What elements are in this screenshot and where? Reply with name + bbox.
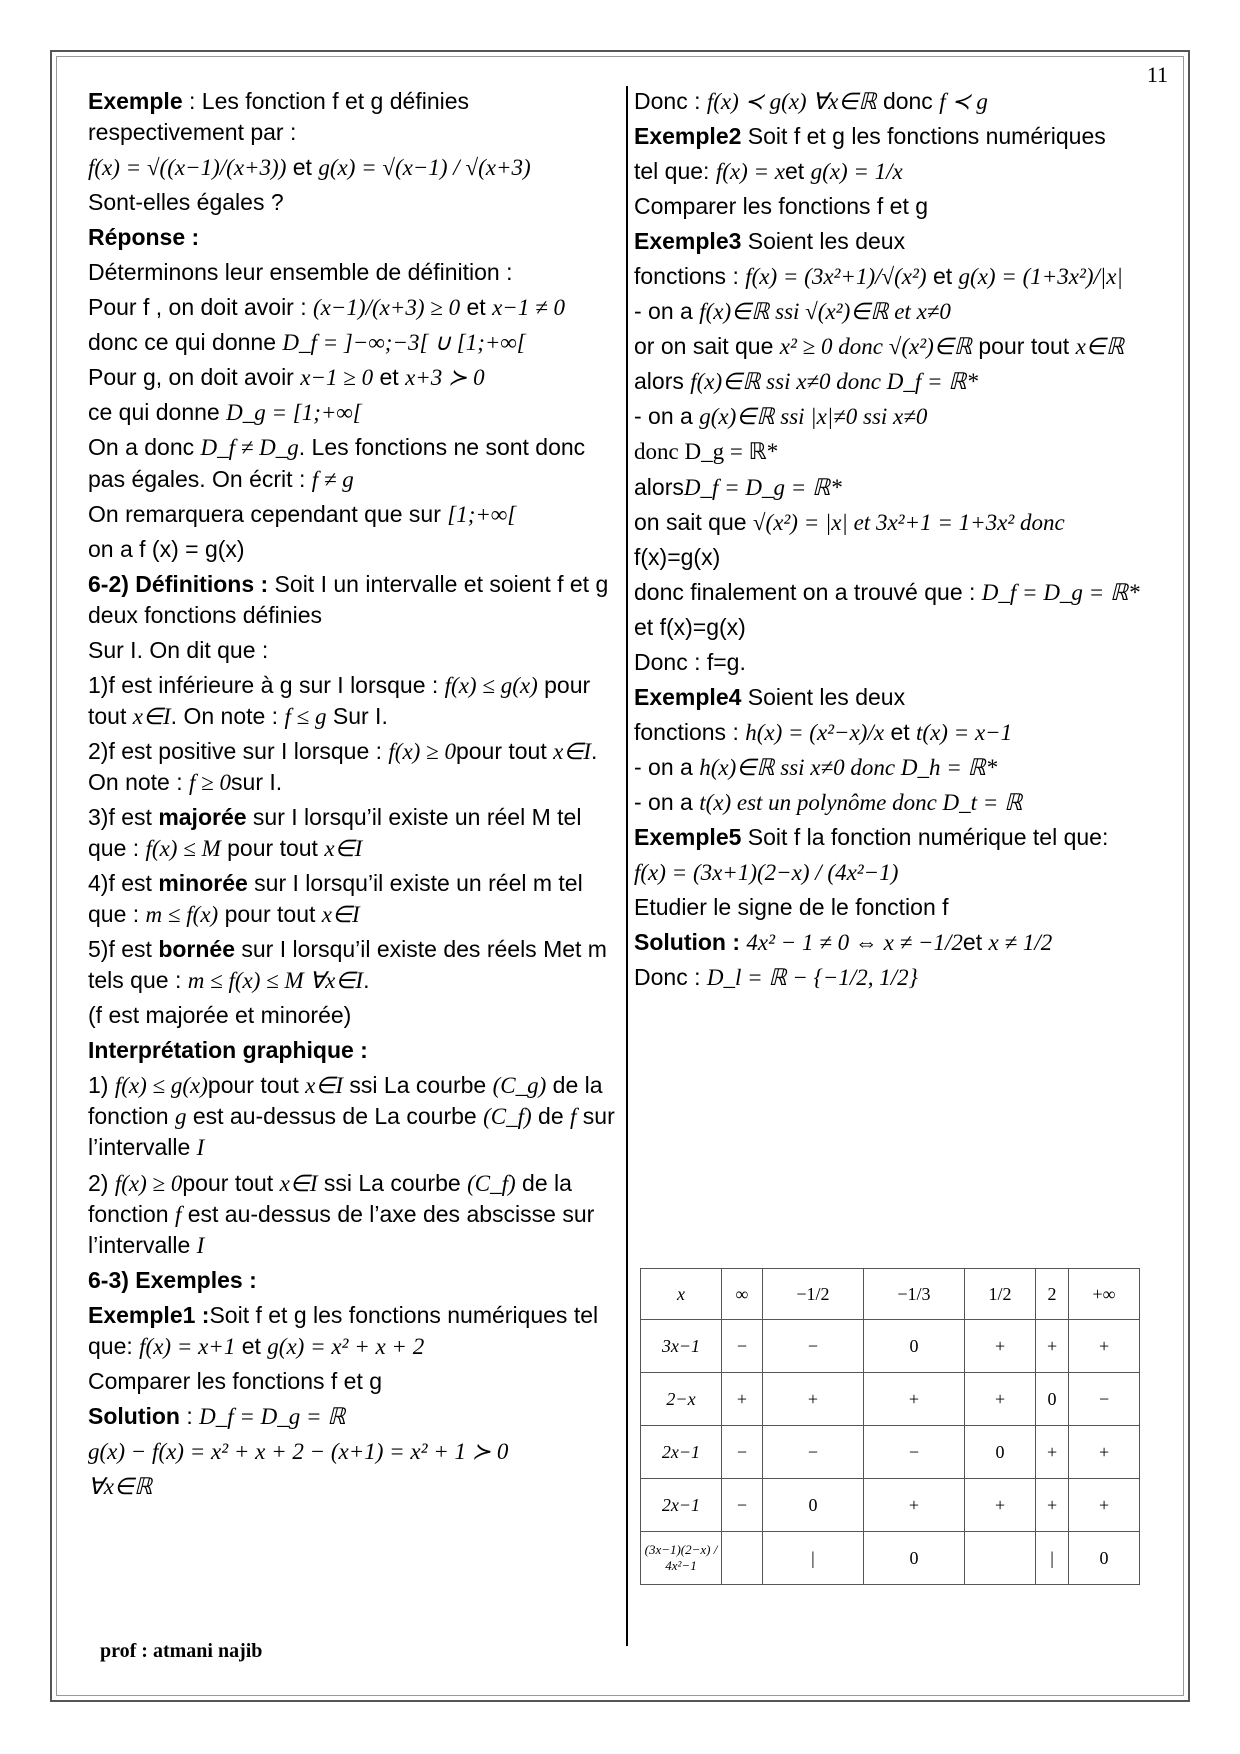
ex3-line-6: alorsD_f = D_g = ℝ* bbox=[634, 473, 842, 500]
etudier: Etudier le signe de le fonction f bbox=[634, 894, 949, 921]
example-4-def: fonctions : h(x) = (x²−x)/x et t(x) = x−1 bbox=[634, 718, 1013, 745]
definition-3: 3)f est majorée sur I lorsqu’il existe un réel M tel que : f(x) ≤ M pour tout x∈I bbox=[88, 803, 582, 862]
solution-5-domain: Donc : D_l = ℝ − {−1/2, 1/2} bbox=[634, 964, 918, 991]
ex3-line-8: f(x)=g(x) bbox=[634, 543, 721, 570]
definition-1: 1)f est inférieure à g sur I lorsque : f(x) ≤ g(x) pour tout x∈I. On note : f ≤ g Sur I. bbox=[88, 671, 591, 729]
example-3-def: fonctions : f(x) = (3x²+1)/√(x²) et g(x) = (1+3x²)/|x| bbox=[634, 263, 1123, 290]
ex3-line-1: - on a f(x)∈ℝ ssi √(x²)∈ℝ et x≠0 bbox=[634, 298, 951, 325]
pour-g: Pour g, on doit avoir x−1 ≥ 0 et x+3 ≻ 0 bbox=[88, 364, 485, 391]
sign-table-row: 2x−1 − 0 + + + + bbox=[641, 1479, 1140, 1532]
page-number: 11 bbox=[1146, 62, 1168, 87]
column-divider bbox=[626, 86, 628, 1646]
solution-1: Solution : D_f = D_g = ℝ bbox=[88, 1402, 346, 1429]
determinons: Déterminons leur ensemble de définition : bbox=[88, 259, 513, 286]
solution-1-all: ∀x∈ℝ bbox=[88, 1473, 153, 1499]
ex4-line-1: - on a h(x)∈ℝ ssi x≠0 donc D_h = ℝ* bbox=[634, 753, 998, 780]
f-definition: f(x) = √((x−1)/(x+3)) bbox=[88, 155, 287, 181]
interpretation-heading: Interprétation graphique : bbox=[88, 1037, 368, 1064]
sur-i: Sur I. On dit que : bbox=[88, 636, 269, 663]
example-1: Exemple1 :Soit f et g les fonctions numériques tel que: f(x) = x+1 et g(x) = x² + x + 2 bbox=[88, 1301, 599, 1359]
example-3: Exemple3 Soient les deux bbox=[634, 228, 906, 255]
compare-1: Comparer les fonctions f et g bbox=[88, 1367, 383, 1394]
interpretation-1: 1) f(x) ≤ g(x)pour tout x∈I ssi La courbe (C_g) de la fonction g est au-dessus de La courbe (C_f) de f sur l’intervalle I bbox=[88, 1072, 615, 1161]
example-2-def: tel que: f(x) = xet g(x) = 1/x bbox=[634, 158, 903, 185]
section-6-3: 6-3) Exemples : bbox=[88, 1266, 257, 1293]
example-5-def: f(x) = (3x+1)(2−x) / (4x²−1) bbox=[634, 860, 899, 886]
sign-table bbox=[640, 1268, 1140, 1585]
sign-table-row: 2−x + + + + 0 − bbox=[641, 1373, 1140, 1426]
ex3-line-9: donc finalement on a trouvé que : D_f = D_g = ℝ* bbox=[634, 578, 1140, 605]
pour-f: Pour f , on doit avoir : (x−1)/(x+3) ≥ 0 et x−1 ≠ 0 bbox=[88, 294, 565, 321]
definition-2: 2)f est positive sur I lorsque : f(x) ≥ 0pour tout x∈I. On note : f ≥ 0sur I. bbox=[88, 737, 598, 795]
example-5: Exemple5 Soit f la fonction numérique tel que: bbox=[634, 823, 1109, 850]
left-column bbox=[88, 86, 618, 1506]
definition-5: 5)f est bornée sur I lorsqu’il existe des réels Met m tels que : m ≤ f(x) ≤ M ∀x∈I. bbox=[88, 936, 607, 994]
ex3-line-11: Donc : f=g. bbox=[634, 648, 746, 675]
f-g-definitions: f(x) = √((x−1)/(x+3)) et g(x) = √(x−1) / √(x+3) bbox=[88, 154, 531, 181]
example-4: Exemple4 Soient les deux bbox=[634, 683, 906, 710]
sign-table-row: (3x−1)(2−x) / 4x²−1 | 0 | 0 bbox=[641, 1532, 1140, 1585]
ex3-line-4: - on a g(x)∈ℝ ssi |x|≠0 ssi x≠0 bbox=[634, 403, 928, 430]
remarque: On remarquera cependant que sur [1;+∞[ bbox=[88, 500, 517, 527]
question: Sont-elles égales ? bbox=[88, 189, 284, 216]
ex3-line-7: on sait que √(x²) = |x| et 3x²+1 = 1+3x² donc bbox=[634, 508, 1065, 535]
domain-g: ce qui donne D_g = [1;+∞[ bbox=[88, 399, 362, 426]
ex4-line-2: - on a t(x) est un polynôme donc D_t = ℝ bbox=[634, 788, 1023, 815]
example-title: Exemple bbox=[88, 88, 183, 114]
interpretation-2: 2) f(x) ≥ 0pour tout x∈I ssi La courbe (C_f) de la fonction f est au-dessus de l’axe des abscisse sur l’intervalle I bbox=[88, 1169, 595, 1258]
ex3-line-5: donc D_g = ℝ* bbox=[634, 439, 779, 465]
author-footer: prof : atmani najib bbox=[100, 1640, 263, 1662]
definition-5-note: (f est majorée et minorée) bbox=[88, 1002, 352, 1029]
definition-4: 4)f est minorée sur I lorsqu’il existe un réel m tel que : m ≤ f(x) pour tout x∈I bbox=[88, 870, 583, 928]
ex3-line-2: or on sait que x² ≥ 0 donc √(x²)∈ℝ pour tout x∈ℝ bbox=[634, 333, 1125, 360]
donc-f-prec-g: Donc : f(x) ≺ g(x) ∀x∈ℝ donc f ≺ g bbox=[634, 88, 988, 114]
right-column bbox=[634, 86, 1174, 997]
g-definition: g(x) = √(x−1) / √(x+3) bbox=[318, 155, 531, 181]
ex3-line-3: alors f(x)∈ℝ ssi x≠0 donc D_f = ℝ* bbox=[634, 368, 978, 395]
on-a-f: on a f (x) = g(x) bbox=[88, 535, 245, 562]
section-6-2: 6-2) Définitions : Soit I un intervalle et soient f et g deux fonctions définies bbox=[88, 570, 609, 628]
solution-5: Solution : 4x² − 1 ≠ 0 ⇔ x ≠ −1/2et x ≠ 1/2 bbox=[634, 929, 1053, 956]
sign-table-row: 2x−1 − − − 0 + + bbox=[641, 1426, 1140, 1479]
reponse-heading: Réponse : bbox=[88, 224, 200, 251]
compare-2: Comparer les fonctions f et g bbox=[634, 193, 929, 220]
example-2: Exemple2 Soit f et g les fonctions numériques bbox=[634, 123, 1106, 150]
example-intro: Exemple : Les fonction f et g définies respectivement par : bbox=[88, 88, 470, 146]
domains-not-equal: On a donc D_f ≠ D_g. Les fonctions ne sont donc pas égales. On écrit : f ≠ g bbox=[88, 434, 586, 492]
sign-table-row: 3x−1 − − 0 + + + bbox=[641, 1320, 1140, 1373]
domain-f: donc ce qui donne D_f = ]−∞;−3[ ∪ [1;+∞[ bbox=[88, 329, 526, 356]
solution-1-eq: g(x) − f(x) = x² + x + 2 − (x+1) = x² + 1 ≻ 0 bbox=[88, 1438, 509, 1464]
ex3-line-10: et f(x)=g(x) bbox=[634, 613, 746, 640]
sign-table-header: x ∞ −1/2 −1/3 1/2 2 +∞ bbox=[641, 1269, 1140, 1320]
